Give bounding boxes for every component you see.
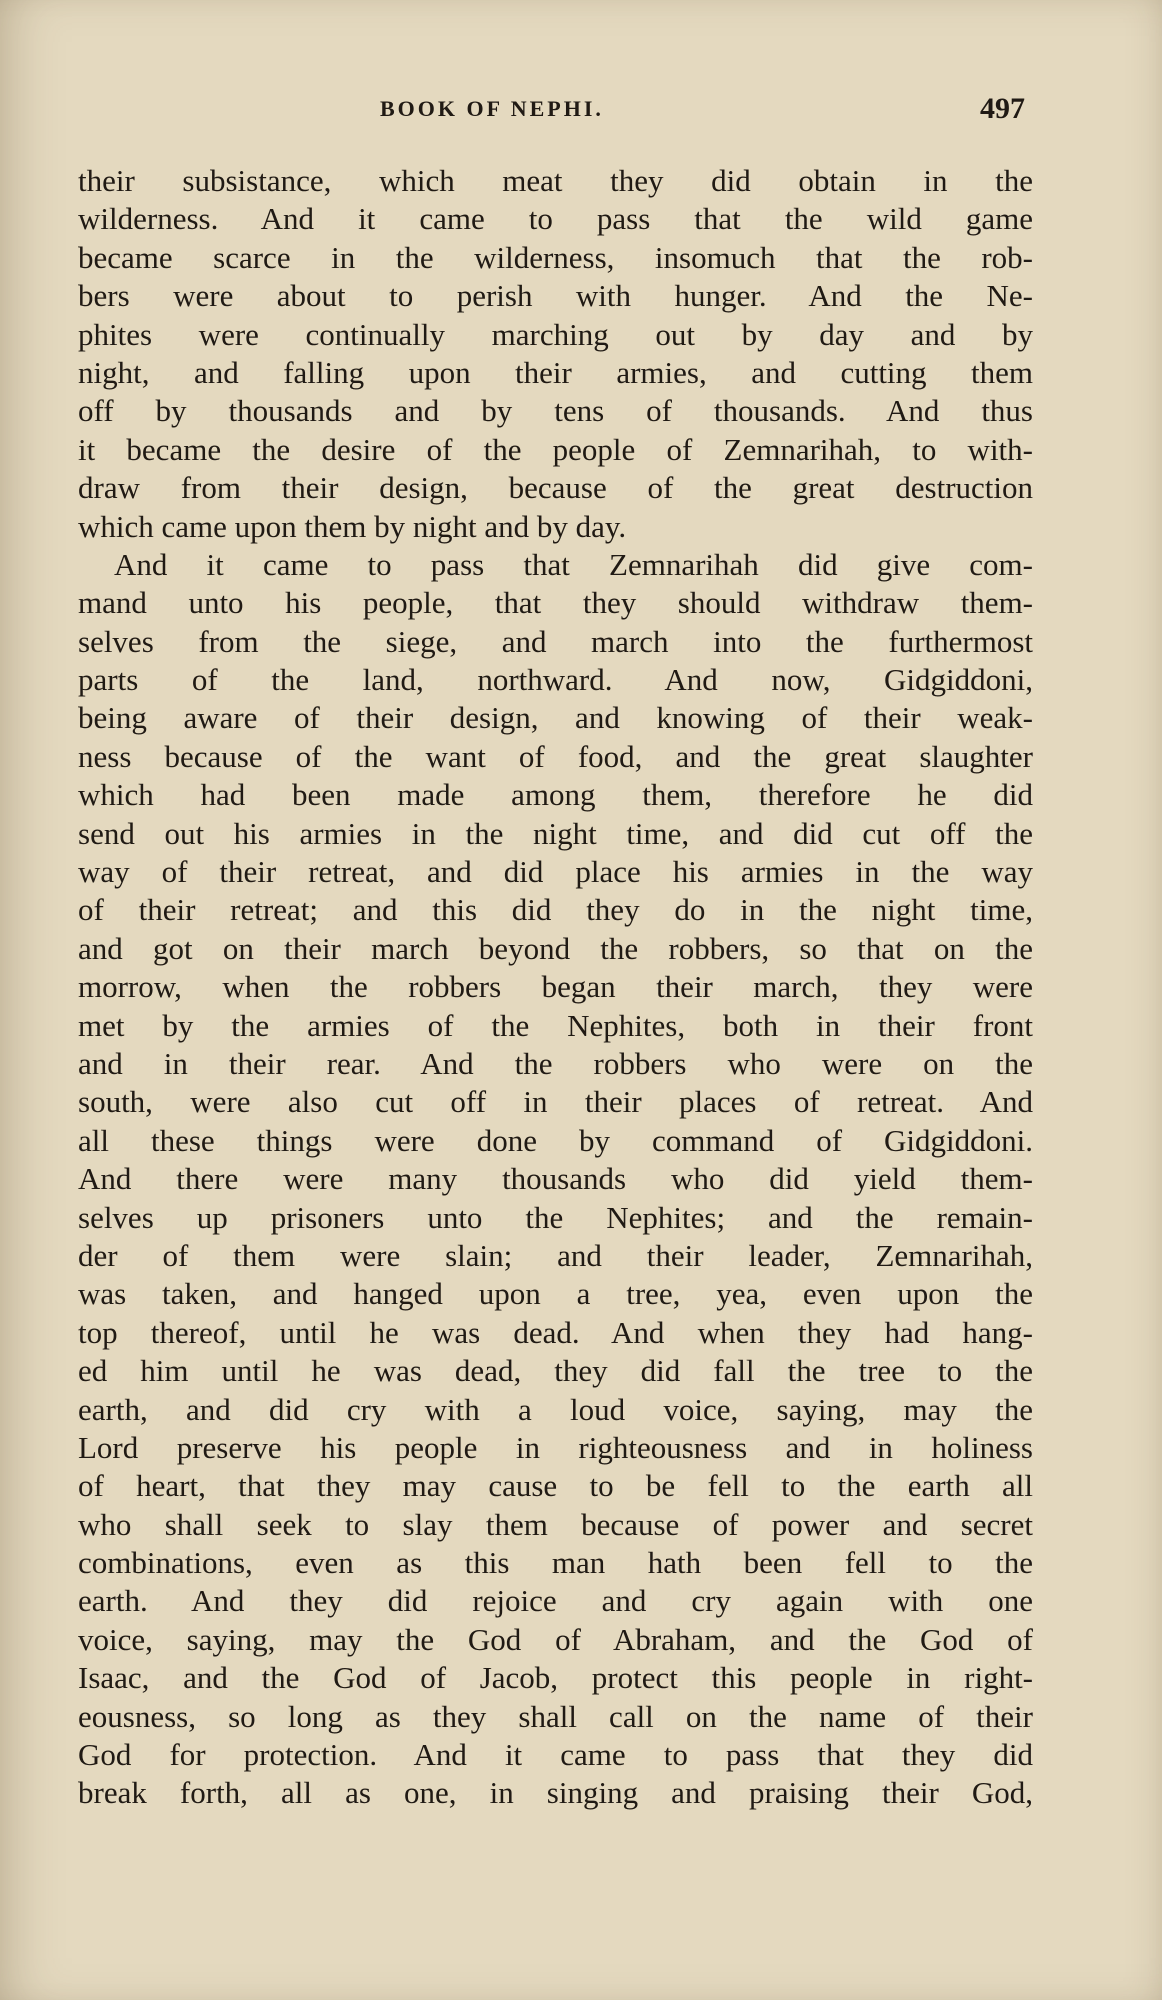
text-line: who shall seek to slay them because of power and secret [78,1506,1033,1542]
page-number: 497 [980,92,1025,125]
text-line: bers were about to perish with hunger. And the Ne- [78,278,1033,314]
text-line: top thereof, until he was dead. And when they had hang- [78,1314,1033,1350]
text-line: selves from the siege, and march into the furthermost [78,623,1033,659]
text-line: morrow, when the robbers began their march, they were [78,969,1033,1005]
text-line: God for protection. And it came to pass that they did [78,1737,1033,1773]
text-line: met by the armies of the Nephites, both in their front [78,1007,1033,1043]
page-header [0,92,1162,132]
text-line: combinations, even as this man hath been fell to the [78,1545,1033,1581]
text-line: south, were also cut off in their places of retreat. And [78,1084,1033,1120]
text-line: voice, saying, may the God of Abraham, and the God of [78,1621,1033,1657]
text-line: Isaac, and the God of Jacob, protect this people in right- [78,1660,1033,1696]
text-line: became scarce in the wilderness, insomuch that the rob- [78,239,1033,275]
text-line: phites were continually marching out by day and by [78,316,1033,352]
text-line: way of their retreat, and did place his armies in the way [78,854,1033,890]
text-line: and in their rear. And the robbers who were on the [78,1045,1033,1081]
text-line: wilderness. And it came to pass that the wild game [78,201,1033,237]
text-line: And it came to pass that Zemnarihah did give com- [114,546,1033,582]
text-line: which came upon them by night and by day. [78,508,627,544]
text-line: mand unto his people, that they should withdraw them- [78,585,1033,621]
text-line: of heart, that they may cause to be fell to the earth all [78,1468,1033,1504]
text-line: ed him until he was dead, they did fall the tree to the [78,1353,1033,1389]
text-line: selves up prisoners unto the Nephites; and the remain- [78,1199,1033,1235]
running-title: BOOK OF NEPHI. [380,96,604,121]
text-line: off by thousands and by tens of thousands. And thus [78,393,1033,429]
text-line: parts of the land, northward. And now, Gidgiddoni, [78,662,1033,698]
text-line: and got on their march beyond the robbers, so that on the [78,930,1033,966]
text-line: their subsistance, which meat they did obtain in the [78,163,1033,198]
text-line: being aware of their design, and knowing of their weak- [78,700,1033,736]
text-line: draw from their design, because of the great destruction [78,470,1033,506]
text-line: And there were many thousands who did yield them- [78,1161,1033,1197]
text-line: all these things were done by command of Gidgiddoni. [78,1122,1033,1158]
text-line: earth. And they did rejoice and cry again with one [78,1583,1033,1619]
text-line: send out his armies in the night time, and did cut off the [78,815,1033,851]
text-line: der of them were slain; and their leader, Zemnarihah, [78,1237,1033,1273]
text-line: which had been made among them, therefore he did [78,777,1033,813]
body-text [78,162,1033,1813]
text-line: Lord preserve his people in righteousness and in holiness [78,1429,1033,1465]
text-line: earth, and did cry with a loud voice, saying, may the [78,1391,1033,1427]
text-line: of their retreat; and this did they do in the night time, [78,892,1033,928]
text-line: break forth, all as one, in singing and praising their God, [78,1775,1033,1811]
text-line: it became the desire of the people of Zemnarihah, to with- [78,431,1033,467]
text-line: night, and falling upon their armies, and cutting them [78,354,1033,390]
text-line: eousness, so long as they shall call on the name of their [78,1698,1033,1734]
text-line: was taken, and hanged upon a tree, yea, even upon the [78,1276,1033,1312]
text-line: ness because of the want of food, and the great slaughter [78,738,1033,774]
